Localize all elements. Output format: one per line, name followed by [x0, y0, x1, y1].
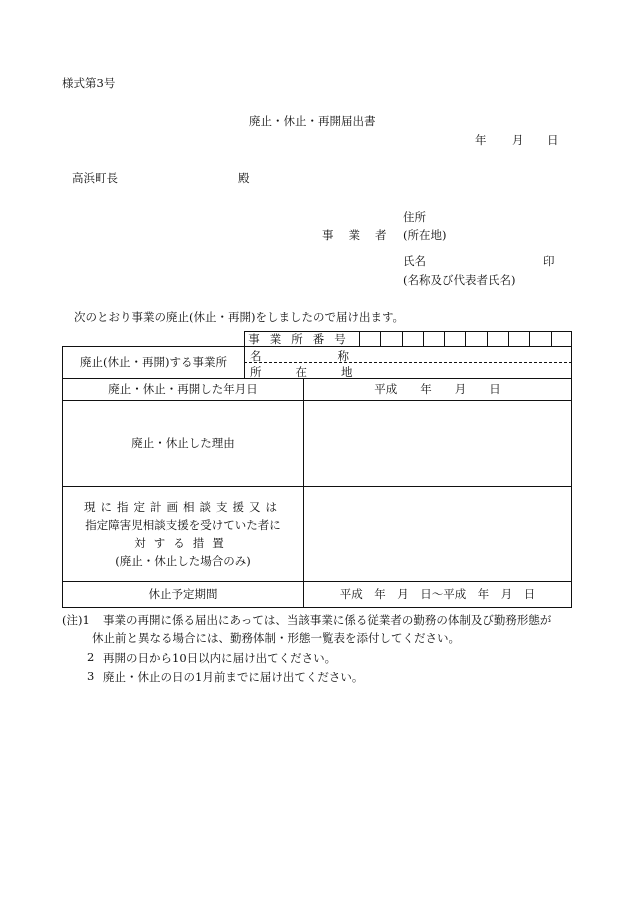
- note3-text: 廃止・休止の日の1月前までに届け出てください。: [103, 670, 364, 684]
- office-name-label: 名称: [250, 349, 425, 363]
- honorific: 殿: [238, 171, 250, 185]
- office-number-boxes: [359, 331, 572, 346]
- office-label: 廃止(休止・再開)する事業所: [80, 355, 227, 370]
- business-operator-label: 事業者: [322, 228, 402, 242]
- table-line: [62, 607, 572, 608]
- intro-text: 次のとおり事業の廃止(休止・再開)をしましたので届け出ます。: [74, 310, 405, 324]
- note1-line1: 事業の再開に係る届出にあっては、当該事業に係る従業者の勤務の体制及び勤務形態が: [103, 613, 552, 627]
- representative-label: (名称及び代表者氏名): [403, 273, 516, 287]
- note2-number: 2: [87, 650, 95, 664]
- office-number-label: 事業所番号: [248, 331, 356, 346]
- suspension-value: 平成 年 月 日～平成 年 月 日: [339, 587, 536, 602]
- note1-line2: 休止前と異なる場合には、勤務体制・形態一覧表を添付してください。: [92, 631, 460, 645]
- note1-prefix: (注)1: [62, 613, 90, 627]
- office-location-label: 所在地: [250, 365, 387, 379]
- date-month-label: 月: [512, 133, 524, 147]
- document-title: 廃止・休止・再開届出書: [249, 114, 376, 128]
- date-year-label: 年: [475, 133, 487, 147]
- addressee: 高浜町長: [72, 171, 118, 185]
- date-day-label: 日: [547, 133, 559, 147]
- date-value: 平成 年 月 日: [374, 382, 501, 397]
- table-line: [303, 378, 304, 607]
- measures-line: 現に指定計画相談支援又は: [84, 500, 282, 514]
- location-label: (所在地): [403, 228, 447, 242]
- measures-line: 対する措置: [134, 536, 232, 550]
- name-label: 氏名: [403, 254, 426, 268]
- reason-label: 廃止・休止した理由: [131, 436, 235, 451]
- note2-text: 再開の日から10日以内に届け出てください。: [103, 651, 337, 665]
- measures-line: (廃止・休止した場合のみ): [115, 554, 251, 568]
- suspension-label: 休止予定期間: [148, 587, 218, 602]
- date-label: 廃止・休止・再開した年月日: [108, 382, 258, 397]
- table-line: [62, 486, 572, 487]
- measures-line: 指定障害児相談支援を受けていた者に: [85, 518, 281, 532]
- form-number: 様式第3号: [62, 76, 116, 90]
- table-line: [571, 331, 572, 607]
- measures-label: [63, 498, 303, 570]
- address-label: 住所: [403, 210, 426, 224]
- seal-label: 印: [543, 254, 555, 268]
- note3-number: 3: [87, 669, 95, 683]
